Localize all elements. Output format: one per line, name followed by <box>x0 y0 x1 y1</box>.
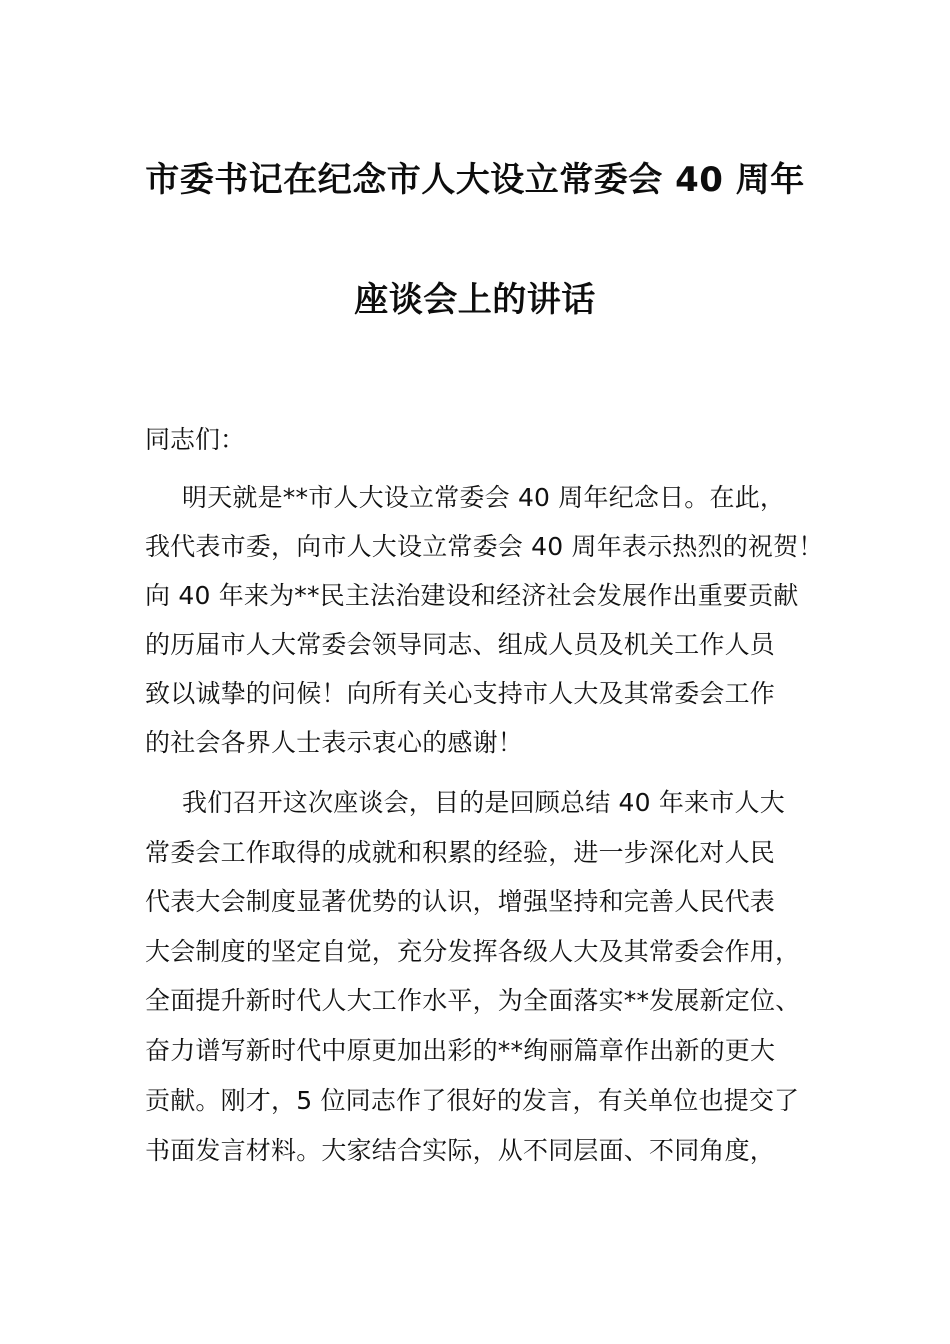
paragraph-2-line-8: 书面发言材料。大家结合实际，从不同层面、不同角度， <box>145 1136 776 1165</box>
paragraph-2-line-1: 我们召开这次座谈会，目的是回顾总结 40 年来市人大 <box>182 788 785 817</box>
paragraph-1-line-2: 我代表市委，向市人大设立常委会 40 周年表示热烈的祝贺！ <box>145 532 824 561</box>
paragraph-2-line-5: 全面提升新时代人大工作水平，为全面落实**发展新定位、 <box>145 986 801 1015</box>
paragraph-2-line-7: 贡献。刚才，5 位同志作了很好的发言，有关单位也提交了 <box>145 1086 800 1115</box>
paragraph-1-line-5: 致以诚挚的问候！向所有关心支持市人大及其常委会工作 <box>145 679 776 708</box>
paragraph-2-line-3: 代表大会制度显著优势的认识，增强坚持和完善人民代表 <box>145 887 776 916</box>
paragraph-1-line-4: 的历届市人大常委会领导同志、组成人员及机关工作人员 <box>145 630 776 659</box>
paragraph-2-line-4: 大会制度的坚定自觉，充分发挥各级人大及其常委会作用， <box>145 937 801 966</box>
paragraph-1-line-3: 向 40 年来为**民主法治建设和经济社会发展作出重要贡献 <box>145 581 799 610</box>
paragraph-1-line-1: 明天就是**市人大设立常委会 40 周年纪念日。在此， <box>182 483 786 512</box>
paragraph-1-line-6: 的社会各界人士表示衷心的感谢！ <box>145 728 524 757</box>
paragraph-2-line-6: 奋力谱写新时代中原更加出彩的**绚丽篇章作出新的更大 <box>145 1036 776 1065</box>
document-title-line-1: 市委书记在纪念市人大设立常委会 40 周年 <box>145 160 805 200</box>
paragraph-2-line-2: 常委会工作取得的成就和积累的经验，进一步深化对人民 <box>145 838 776 867</box>
document-title-line-2: 座谈会上的讲话 <box>354 280 596 320</box>
salutation: 同志们： <box>145 425 246 454</box>
